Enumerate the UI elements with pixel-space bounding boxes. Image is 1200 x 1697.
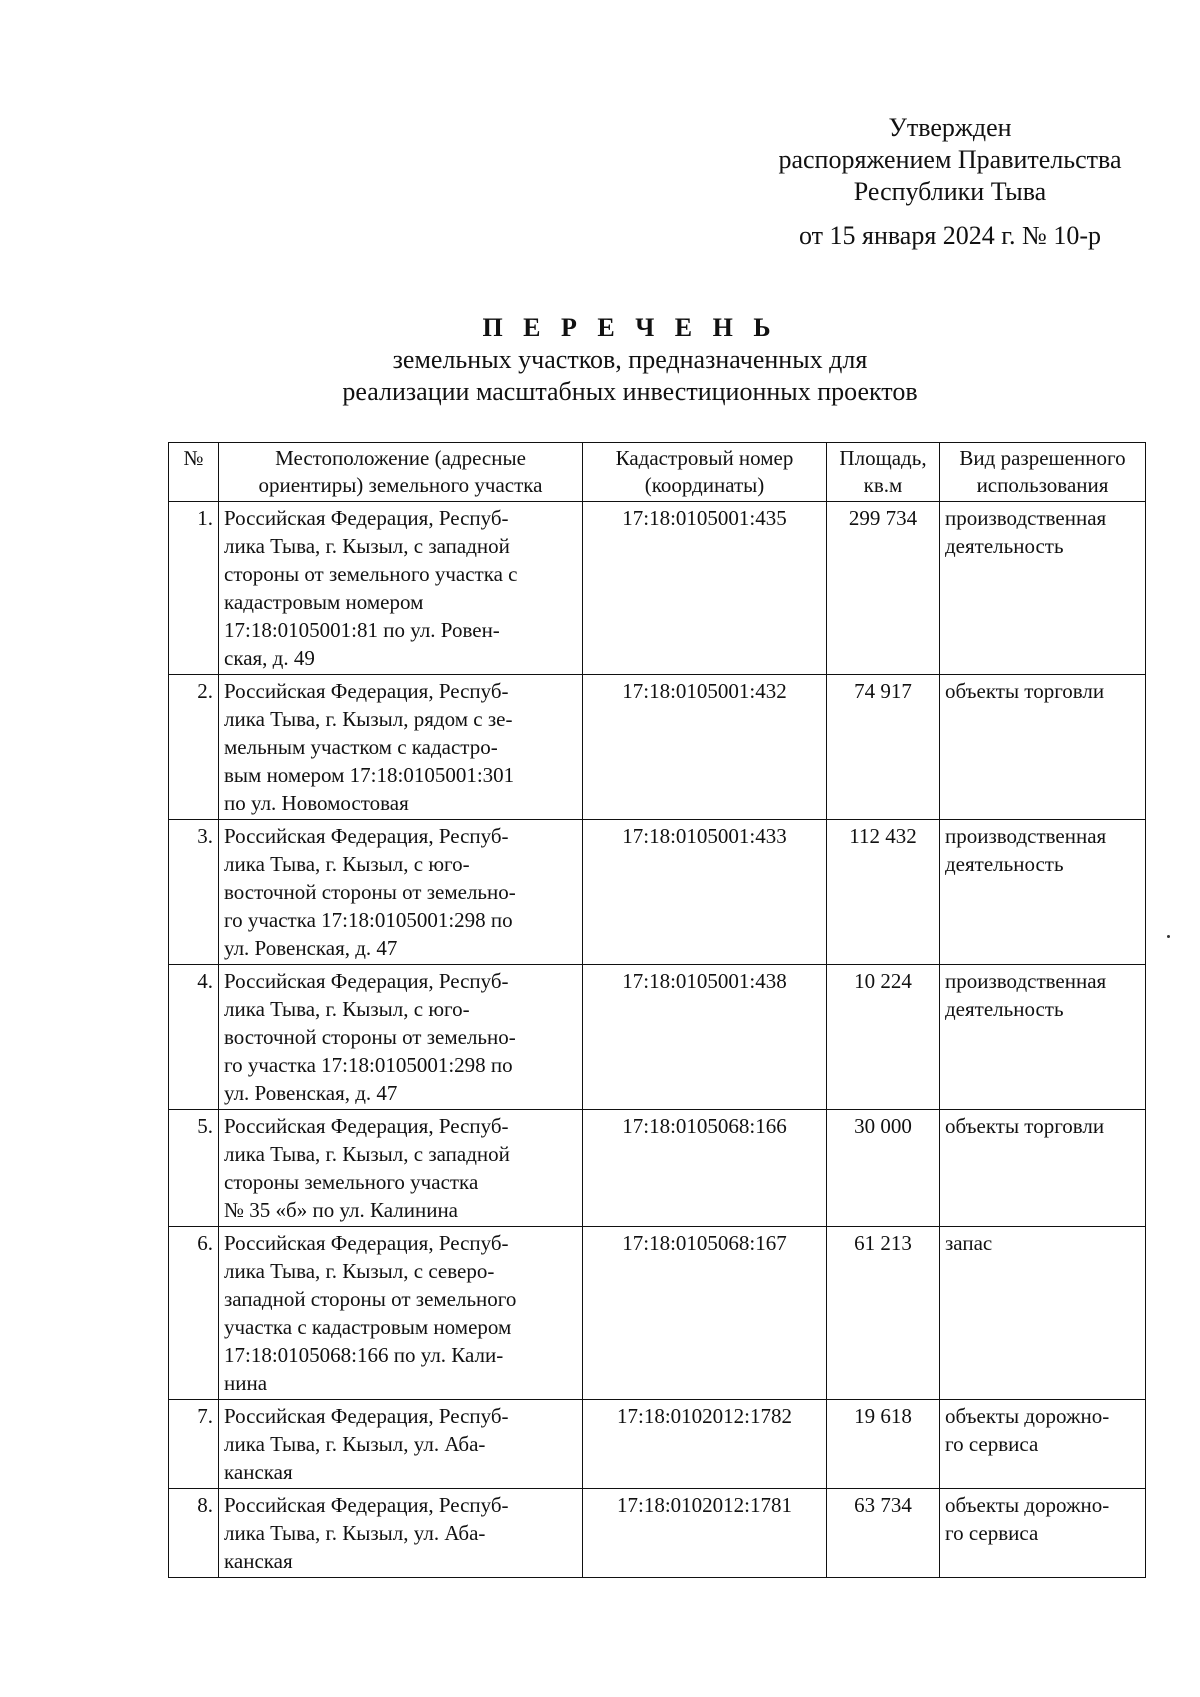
location-line: стороны земельного участка [224, 1170, 479, 1194]
location-line: вым номером 17:18:0105001:301 [224, 763, 515, 787]
row-area: 299 734 [827, 502, 940, 675]
location-line: 17:18:0105001:81 по ул. Ровен- [224, 618, 500, 642]
row-cadastral-number: 17:18:0105001:432 [583, 675, 827, 820]
table-row [169, 1227, 1146, 1400]
document-title-block [0, 312, 1200, 408]
location-line: Российская Федерация, Респуб- [224, 1404, 509, 1428]
location-line: Российская Федерация, Респуб- [224, 1231, 509, 1255]
row-permitted-use [940, 1489, 1146, 1578]
location-line: канская [224, 1549, 293, 1573]
location-line: по ул. Новомостовая [224, 791, 409, 815]
location-line: Российская Федерация, Респуб- [224, 679, 509, 703]
row-location [219, 1489, 583, 1578]
row-area: 10 224 [827, 965, 940, 1110]
row-permitted-use [940, 820, 1146, 965]
row-number: 1. [169, 502, 219, 675]
row-area: 74 917 [827, 675, 940, 820]
location-line: ул. Ровенская, д. 47 [224, 1081, 398, 1105]
location-line: канская [224, 1460, 293, 1484]
table-row [169, 965, 1146, 1110]
table-row [169, 1489, 1146, 1578]
location-line: Российская Федерация, Респуб- [224, 969, 509, 993]
row-area: 112 432 [827, 820, 940, 965]
location-line: 17:18:0105068:166 по ул. Кали- [224, 1343, 504, 1367]
row-permitted-use [940, 1400, 1146, 1489]
location-line: Российская Федерация, Респуб- [224, 1114, 509, 1138]
row-number: 4. [169, 965, 219, 1110]
location-line: лика Тыва, г. Кызыл, рядом с зе- [224, 707, 513, 731]
table-row [169, 675, 1146, 820]
permitted-use-line: деятельность [945, 997, 1064, 1021]
row-location [219, 820, 583, 965]
location-line: лика Тыва, г. Кызыл, с юго- [224, 997, 470, 1021]
row-number: 5. [169, 1110, 219, 1227]
approval-line-approved: Утвержден [888, 113, 1012, 142]
permitted-use-line: запас [945, 1231, 993, 1255]
document-title: П Е Р Е Ч Е Н Ь [482, 313, 778, 342]
row-permitted-use [940, 675, 1146, 820]
document-subtitle-line-1: земельных участков, предназначенных для [392, 345, 868, 374]
permitted-use-line: объекты торговли [945, 679, 1105, 703]
row-location [219, 965, 583, 1110]
row-location [219, 1227, 583, 1400]
approval-block [760, 112, 1140, 252]
row-cadastral-number: 17:18:0102012:1781 [583, 1489, 827, 1578]
location-line: ская, д. 49 [224, 646, 315, 670]
location-line: стороны от земельного участка с [224, 562, 518, 586]
row-permitted-use [940, 1110, 1146, 1227]
location-line: ул. Ровенская, д. 47 [224, 936, 398, 960]
table-row [169, 502, 1146, 675]
approval-line-republic: Республики Тыва [853, 177, 1047, 206]
table-row [169, 1110, 1146, 1227]
location-line: лика Тыва, г. Кызыл, с западной [224, 534, 510, 558]
row-number: 6. [169, 1227, 219, 1400]
location-line: № 35 «б» по ул. Калинина [224, 1198, 459, 1222]
row-location [219, 1400, 583, 1489]
location-line: западной стороны от земельного [224, 1287, 517, 1311]
row-number: 2. [169, 675, 219, 820]
location-line: лика Тыва, г. Кызыл, с западной [224, 1142, 510, 1166]
land-plots-table [168, 442, 1146, 1578]
header-location: Местоположение (адресные ориентиры) земельного участка [219, 443, 583, 502]
permitted-use-line: производственная [945, 824, 1107, 848]
row-location [219, 502, 583, 675]
row-number: 7. [169, 1400, 219, 1489]
table-row [169, 820, 1146, 965]
permitted-use-line: производственная [945, 969, 1107, 993]
location-line: нина [224, 1371, 268, 1395]
row-cadastral-number: 17:18:0102012:1782 [583, 1400, 827, 1489]
permitted-use-line: деятельность [945, 852, 1064, 876]
document-subtitle-line-2: реализации масштабных инвестиционных проектов [342, 377, 918, 406]
header-area: Площадь, кв.м [827, 443, 940, 502]
row-number: 3. [169, 820, 219, 965]
location-line: лика Тыва, г. Кызыл, с юго- [224, 852, 470, 876]
header-permitted-use: Вид разрешенного использования [940, 443, 1146, 502]
row-permitted-use [940, 502, 1146, 675]
location-line: восточной стороны от земельно- [224, 880, 516, 904]
permitted-use-line: деятельность [945, 534, 1064, 558]
approval-date-number: от 15 января 2024 г. № 10-р [798, 221, 1102, 250]
approval-line-order: распоряжением Правительства [778, 145, 1122, 174]
table-body [169, 502, 1146, 1578]
table-header-row [169, 443, 1146, 502]
row-location [219, 1110, 583, 1227]
location-line: лика Тыва, г. Кызыл, с северо- [224, 1259, 495, 1283]
row-area: 19 618 [827, 1400, 940, 1489]
location-line: го участка 17:18:0105001:298 по [224, 908, 513, 932]
table-row [169, 1400, 1146, 1489]
row-area: 63 734 [827, 1489, 940, 1578]
location-line: кадастровым номером [224, 590, 424, 614]
location-line: лика Тыва, г. Кызыл, ул. Аба- [224, 1432, 486, 1456]
location-line: участка с кадастровым номером [224, 1315, 512, 1339]
permitted-use-line: объекты дорожно- [945, 1493, 1110, 1517]
row-cadastral-number: 17:18:0105001:438 [583, 965, 827, 1110]
permitted-use-line: производственная [945, 506, 1107, 530]
header-number: № [169, 443, 219, 502]
row-cadastral-number: 17:18:0105068:167 [583, 1227, 827, 1400]
location-line: Российская Федерация, Респуб- [224, 506, 509, 530]
row-area: 61 213 [827, 1227, 940, 1400]
location-line: Российская Федерация, Респуб- [224, 824, 509, 848]
location-line: Российская Федерация, Респуб- [224, 1493, 509, 1517]
row-area: 30 000 [827, 1110, 940, 1227]
permitted-use-line: го сервиса [945, 1521, 1039, 1545]
location-line: го участка 17:18:0105001:298 по [224, 1053, 513, 1077]
header-cadastral-number: Кадастровый номер (координаты) [583, 443, 827, 502]
location-line: лика Тыва, г. Кызыл, ул. Аба- [224, 1521, 486, 1545]
row-number: 8. [169, 1489, 219, 1578]
row-cadastral-number: 17:18:0105068:166 [583, 1110, 827, 1227]
permitted-use-line: объекты торговли [945, 1114, 1105, 1138]
permitted-use-line: объекты дорожно- [945, 1404, 1110, 1428]
row-cadastral-number: 17:18:0105001:435 [583, 502, 827, 675]
row-location [219, 675, 583, 820]
location-line: восточной стороны от земельно- [224, 1025, 516, 1049]
scan-speck [1167, 935, 1170, 938]
location-line: мельным участком с кадастро- [224, 735, 498, 759]
row-permitted-use [940, 965, 1146, 1110]
permitted-use-line: го сервиса [945, 1432, 1039, 1456]
row-cadastral-number: 17:18:0105001:433 [583, 820, 827, 965]
row-permitted-use [940, 1227, 1146, 1400]
